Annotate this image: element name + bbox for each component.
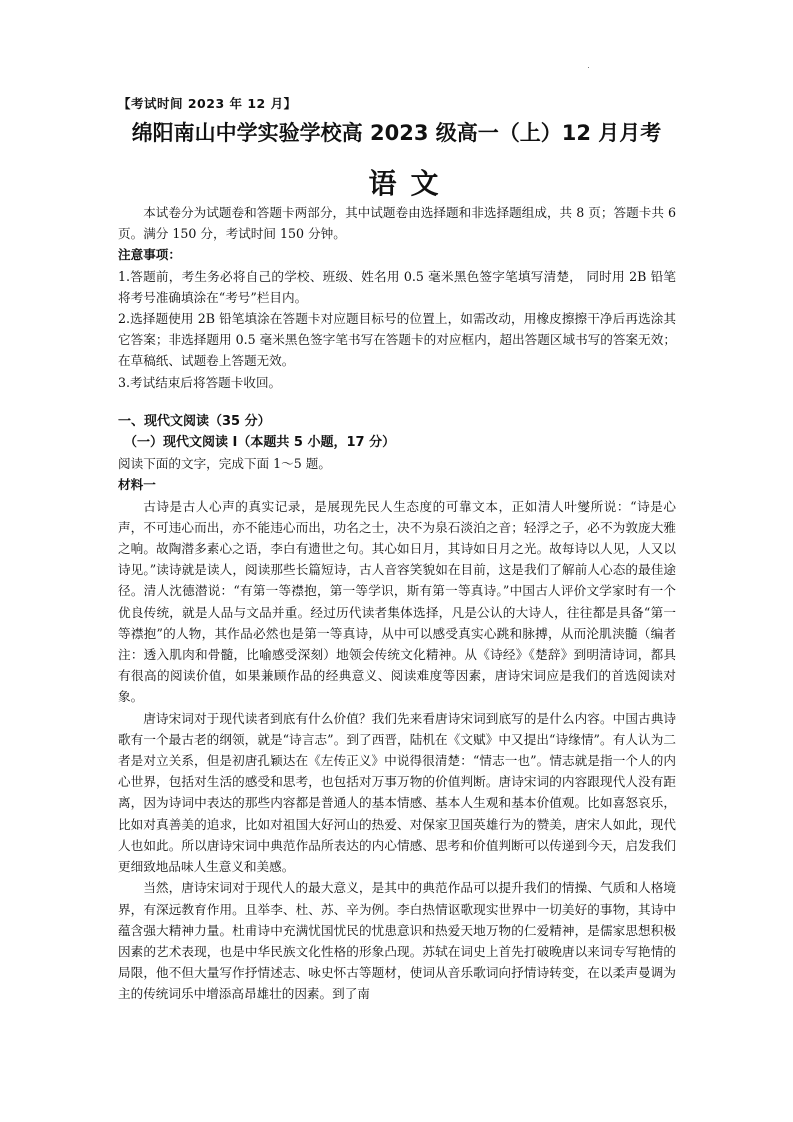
scan-speck (588, 67, 589, 68)
notes-heading: 注意事项： (118, 247, 181, 263)
note-item: 2.选择题使用 2B 铅笔填涂在答题卡对应题目标号的位置上，如需改动，用橡皮擦擦干净后再选涂其它答案；非选择题用 0.5 毫米黑色签字笔书写在答题卡的对应框内，超出答题区域书写的答案无效；在草稿纸、试题卷上答题无效。 (118, 311, 676, 369)
exam-body (118, 202, 676, 1005)
note-item: 1.答题前，考生务必将自己的学校、班级、姓名用 0.5 毫米黑色签字笔填写清楚， 同时用 2B 铅笔将考号准确填涂在“考号”栏目内。 (118, 268, 676, 305)
passage-paragraph: 当然，唐诗宋词对于现代人的最大意义，是其中的典范作品可以提升我们的情操、气质和人格境界，有深远教育作用。且举李、杜、苏、辛为例。李白热情讴歌现实世界中一切美好的事物，其诗中蕴含强大精神力量。杜甫诗中充满忧国忧民的忧患意识和热爱天地万物的仁爱精神，是儒家思想积极因素的艺术表现，也是中华民族文化性格的形象凸现。苏轼在词史上首先打破晚唐以来词专写艳情的局限，他不但大量写作抒情述志、咏史怀古等题材，使词从音乐歌词向抒情诗转变，在以柔声曼调为主的传统词乐中增添高昂雄壮的因素。到了南 (118, 880, 676, 1002)
section-heading: 一、现代文阅读（35 分） (118, 413, 271, 429)
exam-time: 【考试时间 2023 年 12 月】 (118, 96, 297, 111)
subject-title: 语文 (368, 167, 453, 200)
exam-title: 绵阳南山中学实验学校高 2023 级高一（上）12 月月考 (131, 121, 662, 145)
passage-paragraph: 唐诗宋词对于现代读者到底有什么价值？我们先来看唐诗宋词到底写的是什么内容。中国古典诗歌有一个最古老的纲领，就是“诗言志”。到了西晋，陆机在《文赋》中又提出“诗缘情”。有人认为二者是对立关系，但是初唐孔颖达在《左传正义》中说得很清楚：“情志一也”。情志就是指一个人的内心世界，包括对生活的感受和思考，也包括对万事万物的价值判断。唐诗宋词的内容跟现代人没有距离，因为诗词中表达的那些内容都是普通人的基本情感、基本人生观和基本价值观。比如喜怒哀乐，比如对真善美的追求，比如对祖国大好河山的热爱、对保家卫国英雄行为的赞美，唐宋人如此，现代人也如此。所以唐诗宋词中典范作品所表达的内心情感、思考和价值判断可以传递到今天，启发我们更细致地品味人生意义和美感。 (118, 710, 676, 875)
sub-section-heading: （一）现代文阅读 Ⅰ（本题共 5 小题，17 分） (124, 435, 396, 451)
material-label: 材料一 (118, 477, 156, 493)
note-item: 3.考试结束后将答题卡收回。 (118, 374, 282, 390)
reading-instruction: 阅读下面的文字，完成下面 1～5 题。 (118, 456, 331, 472)
passage-paragraph: 古诗是古人心声的真实记录，是展现先民人生态度的可靠文本，正如清人叶燮所说：“诗是心声，不可违心而出，亦不能违心而出，功名之士，决不为泉石淡泊之音；轻浮之子，必不为敦庞大雅之响。故陶潜多素心之语，李白有遗世之句。其心如日月，其诗如日月之光。故每诗以人见，人又以诗见。”读诗就是读人，阅读那些长篇短诗，古人音容笑貌如在目前，这是我们了解前人心态的最佳途径。清人沈德潜说：“有第一等襟抱，第一等学识，斯有第一等真诗。”中国古人评价文学家时有一个优良传统，就是人品与文品并重。经过历代读者集体选择，凡是公认的大诗人，往往都是具备“第一等襟抱”的人物，其作品必然也是第一等真诗，从中可以感受真实心跳和脉搏，从而沦肌浃髓（编者注：透入肌肉和骨髓，比喻感受深刻）地领会传统文化精神。从《诗经》《楚辞》到明清诗词，都具有很高的阅读价值，如果兼顾作品的经典意义、阅读难度等因素，唐诗宋词应是我们的首选阅读对象。 (118, 498, 676, 705)
intro-text: 本试卷分为试题卷和答题卡两部分，其中试题卷由选择题和非选择题组成，共 8 页；答题卡共 6 页。满分 150 分，考试时间 150 分钟。 (118, 205, 676, 242)
